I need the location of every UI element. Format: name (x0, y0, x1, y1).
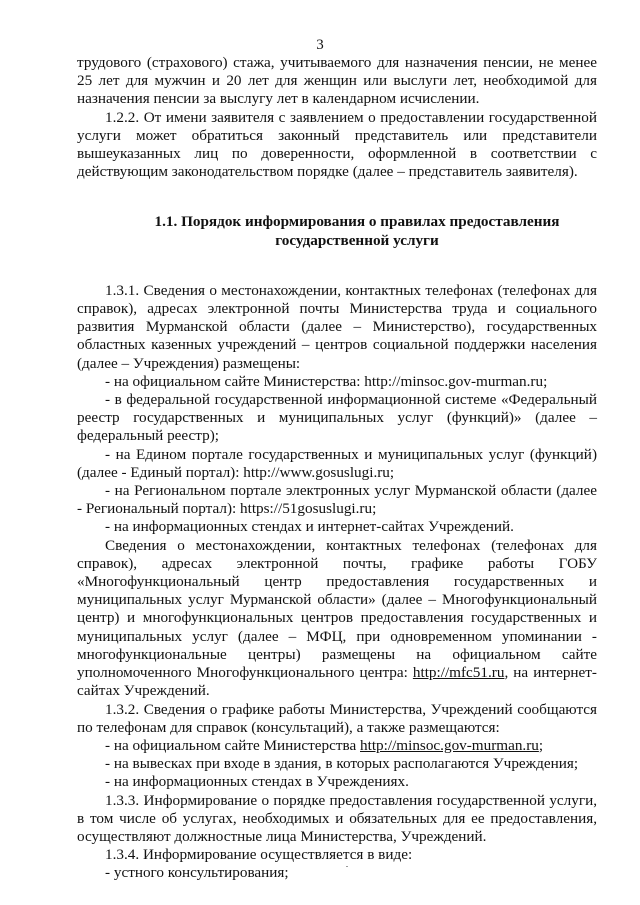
paragraph-1-3-3: 1.3.3. Информирование о порядке предоставления государственной услуги, в том числе об услугах, необходимых и обязательных для ее предоставления, осуществляют должностные лица Министерства, Учреждений. (77, 791, 597, 845)
section-heading-line-2: государственной услуги (275, 231, 439, 249)
paragraph-mfc-text: Сведения о местонахождении, контактных телефонах (телефонах для справок), адресах электронной почты, графике работы ГОБУ «Многофункциональный центр предоставления государственных и муниципальных услуг Мурманской области» (далее – Многофункциональный центр) и многофункциональных центров предоставления государственных и муниципальных услуг (далее – МФЦ, при одновременном упоминании - многофункциональные центры) размещены на официальном сайте уполномоченного Многофункционального центра: (77, 536, 597, 682)
document-body (77, 54, 597, 883)
section-heading-line-1: 1.1. Порядок информирования о правилах предоставления (154, 213, 560, 231)
list-item-ministry-site-schedule (77, 737, 597, 755)
paragraph-mfc-tail: , на интернет-сайтах Учреждений. (77, 664, 597, 700)
mfc-site-link[interactable]: http://mfc51.ru (412, 664, 505, 682)
list-item-regional-portal: - на Региональном портале электронных услуг Мурманской области (далее - Региональный портал): https://51gosuslugi.ru; (77, 482, 597, 518)
list-item-oral-consulting: - устного консультирования; (105, 864, 289, 882)
paragraph-mfc (77, 537, 597, 701)
list-item-info-stands: - на информационных стендах и интернет-сайтах Учреждений. (105, 518, 514, 536)
scan-speck (346, 866, 348, 867)
list-item-ministry-site-schedule-tail: ; (538, 736, 544, 754)
paragraph-1-3-2: 1.3.2. Сведения о графике работы Министерства, Учреждений сообщаются по телефонам для справок (консультаций), а также размещаются: (77, 700, 597, 736)
ministry-site-link[interactable]: http://minsoc.gov-murman.ru (360, 736, 539, 754)
list-item-federal-registry: - в федеральной государственной информационной системе «Федеральный реестр государственных и муниципальных услуг (функций)» (далее – федеральный реестр); (77, 391, 597, 445)
list-item-ministry-site-schedule-text: - на официальном сайте Министерства (105, 736, 361, 754)
list-item-building-signs: - на вывесках при входе в здания, в которых располагаются Учреждения; (105, 755, 579, 773)
page-number: 3 (316, 37, 324, 53)
list-item-ministry-site: - на официальном сайте Министерства: http://minsoc.gov-murman.ru; (105, 372, 548, 390)
list-item-institution-stands: - на информационных стендах в Учреждениях. (105, 773, 409, 791)
paragraph-1-3-4: 1.3.4. Информирование осуществляется в виде: (105, 846, 413, 864)
paragraph-1-2-2: 1.2.2. От имени заявителя с заявлением о предоставлении государственной услуги может обратиться законный представитель или представители вышеуказанных лиц по доверенности, оформленной в соответствии с действующим законодательством порядке (далее – представитель заявителя). (77, 108, 597, 181)
list-item-unified-portal: - на Едином портале государственных и муниципальных услуг (функций) (далее - Единый портал): http://www.gosuslugi.ru; (77, 445, 597, 481)
paragraph-continuation: трудового (страхового) стажа, учитываемого для назначения пенсии, не менее 25 лет для мужчин и 20 лет для женщин или выслуги лет, необходимой для назначения пенсии за выслугу лет в календарном исчислении. (77, 54, 597, 108)
section-heading (77, 213, 597, 249)
paragraph-1-3-1: 1.3.1. Сведения о местонахождении, контактных телефонах (телефонах для справок), адресах электронной почты Министерства труда и социального развития Мурманской области (далее – Министерство), государственных областных казенных учреждений – центров социальной поддержки населения (далее – Учреждения) размещены: (77, 281, 597, 372)
